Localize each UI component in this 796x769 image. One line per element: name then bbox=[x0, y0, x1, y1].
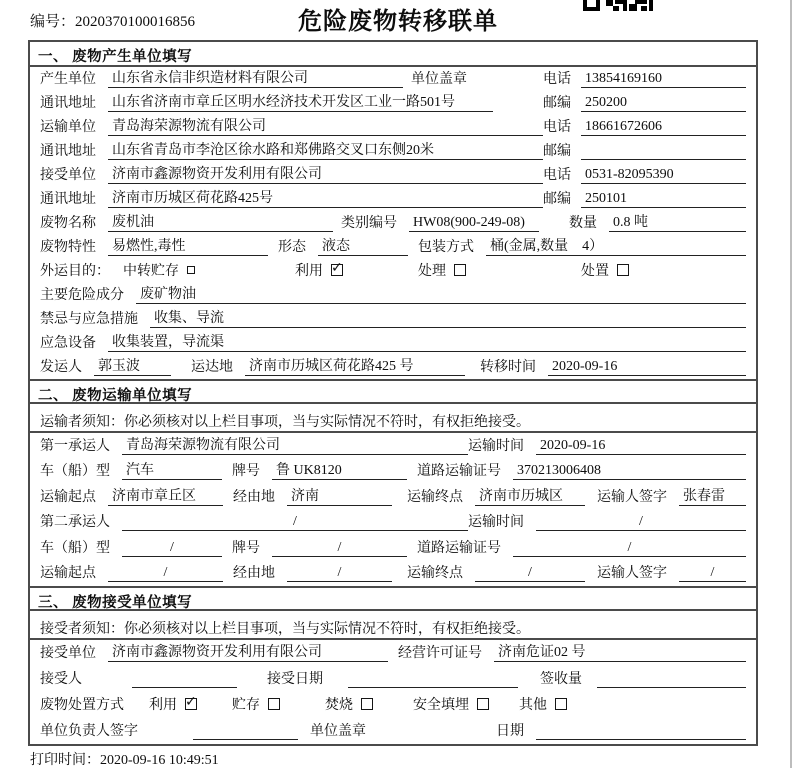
producer-phone-group bbox=[543, 68, 746, 88]
purpose-option-treat bbox=[418, 260, 466, 280]
disposal-option-label: 其他 bbox=[519, 698, 547, 713]
purpose-option-label: 处理 bbox=[418, 264, 446, 279]
producer-phone-value: 13854169160 bbox=[581, 71, 746, 88]
hazard-component-value: 废矿物油 bbox=[136, 283, 746, 304]
purpose-option-label: 中转贮存 bbox=[123, 264, 179, 279]
purpose-option-utilize bbox=[295, 260, 343, 280]
section-receiver-heading: 三、 废物接受单位填写 bbox=[30, 586, 756, 611]
section-transporter bbox=[30, 379, 756, 586]
zip-label: 邮编 bbox=[543, 96, 571, 111]
transporter-value: 青岛海荣源物流有限公司 bbox=[108, 115, 543, 136]
hazard-component-label: 主要危险成分 bbox=[40, 288, 124, 303]
responsible-signature-label: 单位负责人签字 bbox=[40, 724, 138, 739]
vehicle-type-value: / bbox=[122, 540, 222, 557]
receiver-zip-group bbox=[543, 188, 746, 208]
receiving-unit-row bbox=[30, 640, 756, 666]
transporter-label: 运输单位 bbox=[40, 120, 96, 135]
checkbox-disposal-incinerate bbox=[361, 698, 373, 710]
address-label: 通讯地址 bbox=[40, 192, 96, 207]
waste-traits-label: 废物特性 bbox=[40, 240, 96, 255]
route-via-label: 经由地 bbox=[233, 489, 275, 505]
waste-traits-value: 易燃性,毒性 bbox=[108, 235, 268, 256]
hazard-component-row bbox=[30, 283, 756, 307]
zip-label: 邮编 bbox=[543, 144, 571, 159]
emergency-equipment-value: 收集装置，导流渠 bbox=[108, 331, 746, 352]
route-via-value: 济南 bbox=[287, 485, 392, 506]
disposal-option-store bbox=[232, 694, 280, 714]
checkbox-dispose bbox=[617, 264, 629, 276]
transport-time-label: 运输时间 bbox=[468, 438, 524, 454]
route-end-label: 运输终点 bbox=[407, 489, 463, 505]
transfer-purpose-row bbox=[30, 259, 756, 283]
disposal-option-incinerate bbox=[325, 694, 373, 714]
dispatch-row bbox=[30, 355, 756, 379]
responsible-signature-row bbox=[30, 718, 756, 744]
first-carrier-label: 第一承运人 bbox=[40, 438, 110, 454]
producer-address-row bbox=[30, 91, 756, 115]
transporter-address-value: 山东省青岛市李沧区徐水路和郑佛路交叉口东侧20米 bbox=[108, 139, 543, 160]
producer-value: 山东省永信非织造材料有限公司 bbox=[108, 67, 403, 88]
producer-zip-group bbox=[543, 92, 746, 112]
second-carrier-label: 第二承运人 bbox=[40, 515, 110, 530]
plate-label: 牌号 bbox=[232, 464, 260, 479]
producer-row bbox=[30, 67, 756, 91]
waste-name-label: 废物名称 bbox=[40, 216, 96, 231]
packing-label: 包装方式 bbox=[418, 240, 474, 255]
transport-time-value: 2020-09-16 bbox=[536, 438, 746, 455]
disposal-option-landfill bbox=[413, 694, 489, 714]
acceptor-label: 接受人 bbox=[40, 672, 82, 687]
carrier-sign-value: / bbox=[679, 565, 746, 582]
route-end-value: 济南市历城区 bbox=[475, 485, 585, 506]
route-end-value: / bbox=[475, 565, 585, 582]
disposal-option-label: 安全填埋 bbox=[413, 698, 469, 713]
receiver-notice: 接受者须知：你必须核对以上栏目事项，当与实际情况不符时，有权拒绝接受。 bbox=[30, 611, 756, 640]
purpose-option-dispose bbox=[581, 260, 629, 280]
serial-number-value: 2020370100016856 bbox=[75, 14, 196, 30]
emergency-equipment-label: 应急设备 bbox=[40, 336, 96, 351]
receiver-label: 接受单位 bbox=[40, 168, 96, 183]
responsible-signature-value bbox=[193, 723, 298, 740]
plate-value: 鲁 UK8120 bbox=[272, 459, 407, 480]
qr-code-fragment-icon bbox=[583, 0, 653, 12]
transfer-time-label: 转移时间 bbox=[480, 360, 536, 375]
receiver-phone-group bbox=[543, 164, 746, 184]
route-row-2 bbox=[30, 561, 756, 587]
vehicle-type-label: 车（船）型 bbox=[40, 464, 110, 479]
route-via-label: 经由地 bbox=[233, 566, 275, 581]
disposal-option-label: 焚烧 bbox=[325, 698, 353, 713]
phone-label: 电话 bbox=[543, 72, 571, 87]
dispatcher-value: 郭玉波 bbox=[94, 355, 171, 376]
waste-name-value: 废机油 bbox=[108, 211, 333, 232]
print-time-label: 打印时间： bbox=[30, 753, 100, 768]
vehicle-type-value: 汽车 bbox=[122, 459, 222, 480]
transporter-notice: 运输者须知：你必须核对以上栏目事项，当与实际情况不符时，有权拒绝接受。 bbox=[30, 404, 756, 433]
transporter-phone-group bbox=[543, 116, 746, 136]
form-label: 形态 bbox=[278, 240, 306, 255]
purpose-option-label: 利用 bbox=[295, 264, 323, 279]
taboo-measures-row bbox=[30, 307, 756, 331]
disposal-method-label: 废物处置方式 bbox=[40, 698, 124, 713]
road-license-value: 370213006408 bbox=[513, 463, 746, 480]
second-carrier-row bbox=[30, 510, 756, 536]
category-value: HW08(900-249-08) bbox=[409, 215, 539, 232]
checkbox-transit-storage bbox=[187, 266, 195, 274]
receiver-row bbox=[30, 163, 756, 187]
carrier-sign-label: 运输人签字 bbox=[597, 566, 667, 581]
packing-value: 桶(金属,数量 4） bbox=[486, 235, 746, 256]
disposal-option-other bbox=[519, 694, 567, 714]
route-via-value: / bbox=[287, 565, 392, 582]
first-carrier-row bbox=[30, 433, 756, 459]
receiver-zip-value: 250101 bbox=[581, 191, 746, 208]
page-title: 危险废物转移联单 bbox=[298, 9, 498, 35]
plate-label: 牌号 bbox=[232, 540, 260, 556]
address-label: 通讯地址 bbox=[40, 144, 96, 159]
checkbox-disposal-store bbox=[268, 698, 280, 710]
disposal-option-label: 贮存 bbox=[232, 698, 260, 713]
route-start-label: 运输起点 bbox=[40, 489, 96, 505]
section-receiver bbox=[30, 586, 756, 744]
quantity-value: 0.8 吨 bbox=[609, 211, 746, 232]
receiver-address-row bbox=[30, 187, 756, 211]
signed-qty-label: 签收量 bbox=[540, 672, 582, 687]
road-license-label: 道路运输证号 bbox=[417, 464, 501, 479]
first-carrier-time-group bbox=[468, 435, 746, 455]
permit-value: 济南危证02 号 bbox=[494, 641, 746, 662]
transporter-zip-value bbox=[581, 143, 746, 160]
accept-date-value bbox=[348, 671, 518, 688]
acceptor-row bbox=[30, 666, 756, 692]
receiving-unit-value: 济南市鑫源物资开发利用有限公司 bbox=[108, 641, 388, 662]
checkbox-utilize bbox=[331, 264, 343, 276]
vehicle-type-label: 车（船）型 bbox=[40, 540, 110, 556]
carrier-sign-value: 张春雷 bbox=[679, 485, 746, 506]
page-edge-divider bbox=[790, 0, 792, 768]
section-producer bbox=[30, 42, 756, 379]
accept-date-label: 接受日期 bbox=[267, 672, 323, 687]
receiving-unit-label: 接受单位 bbox=[40, 646, 96, 661]
form-value: 液态 bbox=[318, 235, 408, 256]
transporter-address-row bbox=[30, 139, 756, 163]
signed-qty-value bbox=[597, 671, 746, 688]
emergency-equipment-row bbox=[30, 331, 756, 355]
transporter-phone-value: 18661672606 bbox=[581, 119, 746, 136]
checkbox-disposal-landfill bbox=[477, 698, 489, 710]
vehicle-row-1 bbox=[30, 459, 756, 485]
second-carrier-value: / bbox=[122, 514, 468, 531]
category-label: 类别编号 bbox=[341, 216, 397, 231]
dispatcher-label: 发运人 bbox=[40, 360, 82, 375]
route-start-label: 运输起点 bbox=[40, 566, 96, 581]
transfer-purpose-label: 外运目的： bbox=[40, 264, 110, 279]
route-row-1 bbox=[30, 484, 756, 510]
taboo-measures-label: 禁忌与应急措施 bbox=[40, 312, 138, 327]
checkbox-disposal-other bbox=[555, 698, 567, 710]
producer-address-value: 山东省济南市章丘区明水经济技术开发区工业一路501号 bbox=[108, 91, 493, 112]
date-label: 日期 bbox=[496, 724, 524, 739]
transporter-row bbox=[30, 115, 756, 139]
print-time-value: 2020-09-16 10:49:51 bbox=[100, 753, 219, 768]
transport-time-label: 运输时间 bbox=[468, 515, 524, 530]
date-value bbox=[536, 723, 746, 740]
section-transporter-heading: 二、 废物运输单位填写 bbox=[30, 379, 756, 404]
waste-traits-row bbox=[30, 235, 756, 259]
print-time bbox=[30, 749, 796, 769]
address-label: 通讯地址 bbox=[40, 96, 96, 111]
disposal-option-label: 利用 bbox=[149, 698, 177, 713]
receiver-value: 济南市鑫源物资开发利用有限公司 bbox=[108, 163, 543, 184]
carrier-sign-label: 运输人签字 bbox=[597, 489, 667, 505]
route-end-label: 运输终点 bbox=[407, 566, 463, 581]
receiver-address-value: 济南市历城区荷花路425号 bbox=[108, 187, 543, 208]
transport-time-value: / bbox=[536, 514, 746, 531]
route-start-value: 济南市章丘区 bbox=[108, 485, 223, 506]
purpose-option-transit-storage bbox=[123, 260, 195, 280]
disposal-option-utilize bbox=[149, 694, 197, 714]
receiver-phone-value: 0531-82095390 bbox=[581, 167, 746, 184]
manifest-form bbox=[28, 40, 758, 746]
acceptor-value bbox=[132, 671, 237, 688]
disposal-method-row bbox=[30, 692, 756, 718]
route-start-value: / bbox=[108, 565, 223, 582]
waste-name-row bbox=[30, 211, 756, 235]
transporter-zip-group bbox=[543, 140, 746, 160]
checkbox-disposal-utilize bbox=[185, 698, 197, 710]
unit-seal-label: 单位盖章 bbox=[310, 724, 366, 739]
zip-label: 邮编 bbox=[543, 192, 571, 207]
phone-label: 电话 bbox=[543, 168, 571, 183]
checkbox-treat bbox=[454, 264, 466, 276]
road-license-label: 道路运输证号 bbox=[417, 540, 501, 556]
permit-label: 经营许可证号 bbox=[398, 646, 482, 661]
road-license-value: / bbox=[513, 540, 746, 557]
section-producer-heading: 一、 废物产生单位填写 bbox=[30, 42, 756, 67]
second-carrier-time-group bbox=[468, 511, 746, 531]
seal-label: 单位盖章 bbox=[411, 72, 467, 87]
taboo-measures-value: 收集、导流 bbox=[150, 307, 746, 328]
serial-number-label: 编号： bbox=[30, 14, 76, 30]
phone-label: 电话 bbox=[543, 120, 571, 135]
vehicle-row-2 bbox=[30, 535, 756, 561]
producer-zip-value: 250200 bbox=[581, 95, 746, 112]
purpose-option-label: 处置 bbox=[581, 264, 609, 279]
plate-value: / bbox=[272, 540, 407, 557]
producer-label: 产生单位 bbox=[40, 72, 96, 87]
transfer-time-value: 2020-09-16 bbox=[548, 359, 746, 376]
first-carrier-value: 青岛海荣源物流有限公司 bbox=[122, 434, 468, 455]
document-header bbox=[0, 0, 796, 40]
destination-label: 运达地 bbox=[191, 360, 233, 375]
destination-value: 济南市历城区荷花路425 号 bbox=[245, 355, 465, 376]
quantity-label: 数量 bbox=[569, 216, 597, 231]
